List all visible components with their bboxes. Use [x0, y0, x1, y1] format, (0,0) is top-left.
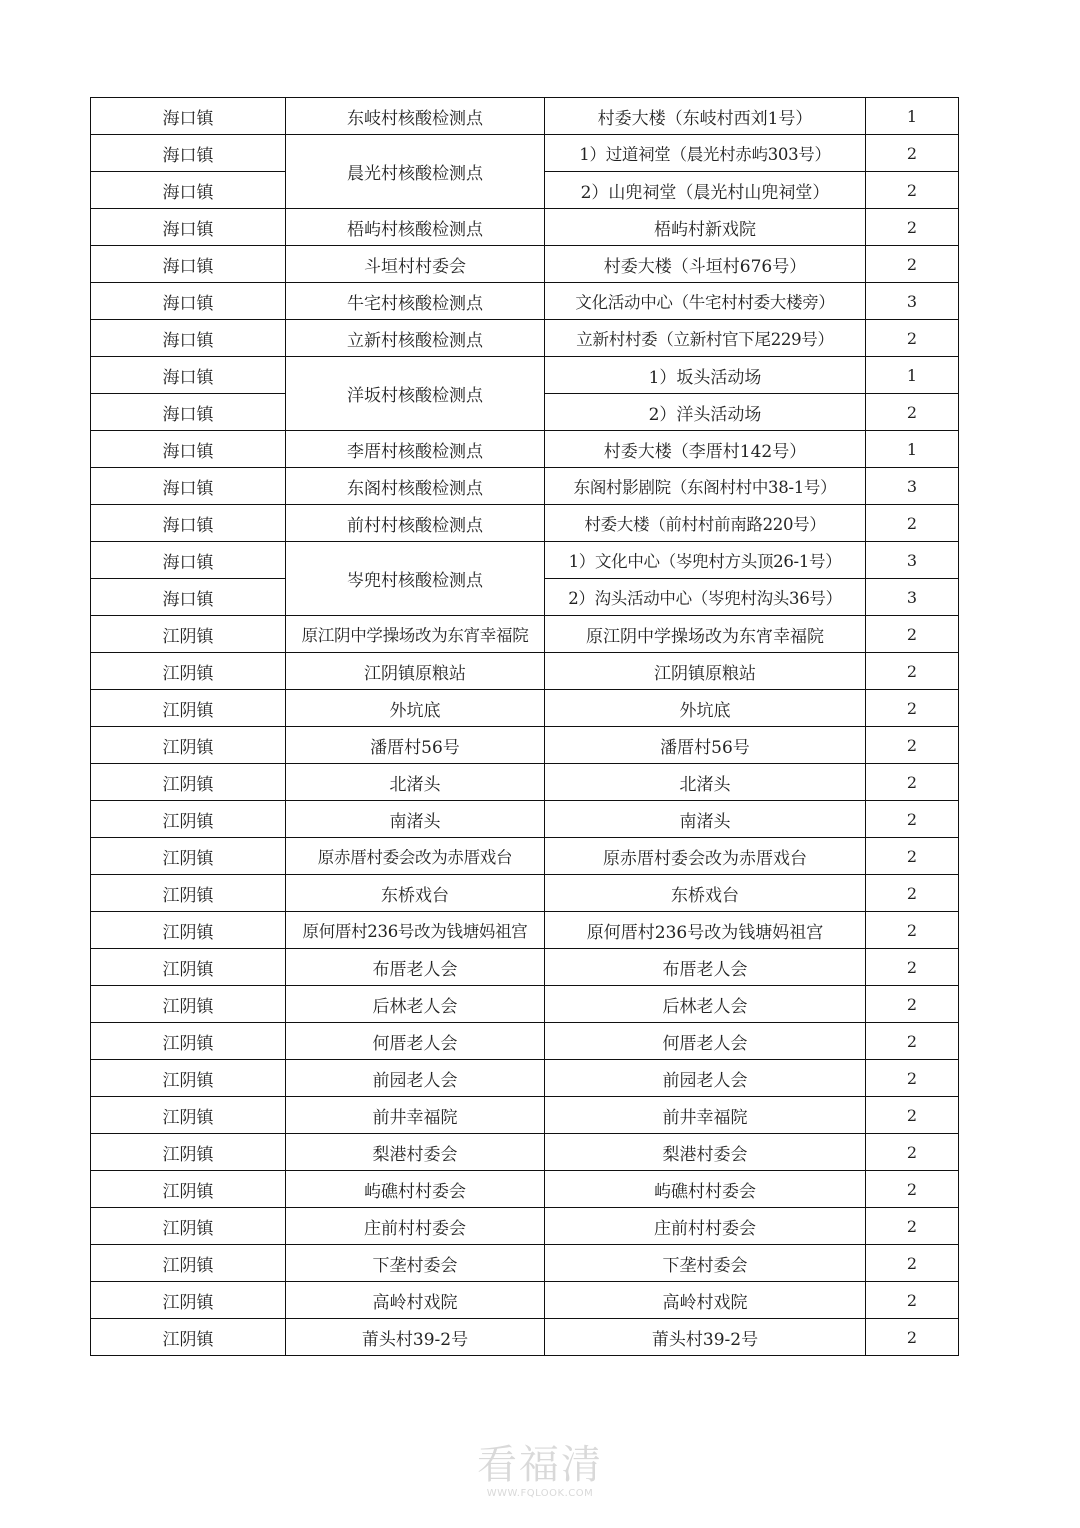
table-row [91, 542, 959, 579]
cell-location: 1）坂头活动场 [545, 357, 866, 394]
cell-town: 江阴镇 [91, 838, 286, 875]
cell-count: 1 [866, 98, 959, 135]
table-row [91, 1134, 959, 1171]
cell-location: 何厝老人会 [545, 1023, 866, 1060]
cell-count: 1 [866, 357, 959, 394]
cell-site-name: 屿礁村村委会 [286, 1171, 545, 1208]
cell-location: 莆头村39-2号 [545, 1319, 866, 1356]
cell-town: 江阴镇 [91, 1134, 286, 1171]
cell-town: 海口镇 [91, 135, 286, 172]
cell-site-name: 原赤厝村委会改为赤厝戏台 [286, 838, 545, 875]
cell-count: 2 [866, 1245, 959, 1282]
cell-count: 3 [866, 579, 959, 616]
table-row [91, 1023, 959, 1060]
cell-site-name: 外坑底 [286, 690, 545, 727]
cell-site-name: 江阴镇原粮站 [286, 653, 545, 690]
table-row [91, 1060, 959, 1097]
cell-location: 后林老人会 [545, 986, 866, 1023]
table-row [91, 468, 959, 505]
cell-count: 2 [866, 1097, 959, 1134]
cell-location: 庄前村村委会 [545, 1208, 866, 1245]
cell-site-name: 李厝村核酸检测点 [286, 431, 545, 468]
table-row [91, 1171, 959, 1208]
cell-town: 海口镇 [91, 246, 286, 283]
table-row [91, 690, 959, 727]
table-row [91, 1319, 959, 1356]
cell-town: 海口镇 [91, 283, 286, 320]
cell-town: 江阴镇 [91, 690, 286, 727]
cell-location: 北渚头 [545, 764, 866, 801]
cell-count: 2 [866, 690, 959, 727]
cell-site-name: 立新村核酸检测点 [286, 320, 545, 357]
cell-location: 原何厝村236号改为钱塘妈祖宫 [545, 912, 866, 949]
table-body [91, 98, 959, 1356]
cell-count: 2 [866, 1208, 959, 1245]
cell-town: 海口镇 [91, 209, 286, 246]
cell-site-name: 晨光村核酸检测点 [286, 135, 545, 209]
cell-site-name: 原江阴中学操场改为东宵幸福院 [286, 616, 545, 653]
testing-sites-table-container [90, 97, 958, 1356]
cell-site-name: 梧屿村核酸检测点 [286, 209, 545, 246]
cell-location: 2）山兜祠堂（晨光村山兜祠堂） [545, 172, 866, 209]
cell-site-name: 布厝老人会 [286, 949, 545, 986]
cell-count: 2 [866, 764, 959, 801]
cell-location: 江阴镇原粮站 [545, 653, 866, 690]
cell-count: 3 [866, 283, 959, 320]
cell-site-name: 潘厝村56号 [286, 727, 545, 764]
table-row [91, 1208, 959, 1245]
cell-town: 江阴镇 [91, 986, 286, 1023]
cell-town: 海口镇 [91, 579, 286, 616]
cell-site-name: 原何厝村236号改为钱塘妈祖宫 [286, 912, 545, 949]
table-row [91, 912, 959, 949]
cell-town: 海口镇 [91, 394, 286, 431]
cell-site-name: 何厝老人会 [286, 1023, 545, 1060]
testing-sites-table [90, 97, 959, 1356]
cell-town: 江阴镇 [91, 727, 286, 764]
cell-town: 江阴镇 [91, 1023, 286, 1060]
cell-count: 1 [866, 431, 959, 468]
cell-site-name: 后林老人会 [286, 986, 545, 1023]
cell-site-name: 东桥戏台 [286, 875, 545, 912]
cell-site-name: 东岐村核酸检测点 [286, 98, 545, 135]
cell-count: 2 [866, 135, 959, 172]
cell-site-name: 莆头村39-2号 [286, 1319, 545, 1356]
table-row [91, 875, 959, 912]
cell-count: 2 [866, 172, 959, 209]
cell-location: 前井幸福院 [545, 1097, 866, 1134]
cell-location: 村委大楼（李厝村142号） [545, 431, 866, 468]
table-row [91, 431, 959, 468]
cell-location: 南渚头 [545, 801, 866, 838]
cell-town: 江阴镇 [91, 653, 286, 690]
cell-site-name: 北渚头 [286, 764, 545, 801]
cell-count: 2 [866, 616, 959, 653]
table-row [91, 986, 959, 1023]
table-row [91, 616, 959, 653]
cell-location: 村委大楼（前村村前南路220号） [545, 505, 866, 542]
cell-site-name: 梨港村委会 [286, 1134, 545, 1171]
cell-count: 2 [866, 912, 959, 949]
cell-count: 2 [866, 1282, 959, 1319]
cell-location: 下垄村委会 [545, 1245, 866, 1282]
cell-count: 2 [866, 209, 959, 246]
watermark-title: 看福清 [477, 1442, 603, 1488]
table-row [91, 764, 959, 801]
cell-location: 2）洋头活动场 [545, 394, 866, 431]
cell-count: 2 [866, 986, 959, 1023]
cell-site-name: 东阁村核酸检测点 [286, 468, 545, 505]
cell-count: 2 [866, 801, 959, 838]
table-row [91, 98, 959, 135]
cell-count: 2 [866, 727, 959, 764]
table-row [91, 801, 959, 838]
cell-town: 江阴镇 [91, 1171, 286, 1208]
table-row [91, 357, 959, 394]
cell-site-name: 高岭村戏院 [286, 1282, 545, 1319]
cell-town: 江阴镇 [91, 1319, 286, 1356]
cell-town: 江阴镇 [91, 801, 286, 838]
watermark-logo [470, 1442, 610, 1500]
cell-count: 2 [866, 320, 959, 357]
cell-count: 2 [866, 653, 959, 690]
cell-site-name: 南渚头 [286, 801, 545, 838]
cell-location: 立新村村委（立新村官下尾229号） [545, 320, 866, 357]
cell-count: 2 [866, 838, 959, 875]
cell-location: 东桥戏台 [545, 875, 866, 912]
cell-town: 海口镇 [91, 505, 286, 542]
cell-site-name: 前园老人会 [286, 1060, 545, 1097]
cell-location: 布厝老人会 [545, 949, 866, 986]
cell-location: 东阁村影剧院（东阁村村中38-1号） [545, 468, 866, 505]
cell-location: 村委大楼（东岐村西刘1号） [545, 98, 866, 135]
table-row [91, 209, 959, 246]
cell-count: 3 [866, 468, 959, 505]
cell-count: 2 [866, 505, 959, 542]
cell-count: 2 [866, 875, 959, 912]
cell-town: 江阴镇 [91, 764, 286, 801]
cell-town: 江阴镇 [91, 616, 286, 653]
cell-town: 海口镇 [91, 320, 286, 357]
table-row [91, 1282, 959, 1319]
table-row [91, 727, 959, 764]
cell-town: 江阴镇 [91, 949, 286, 986]
table-row [91, 1097, 959, 1134]
cell-town: 江阴镇 [91, 1060, 286, 1097]
cell-site-name: 下垄村委会 [286, 1245, 545, 1282]
cell-location: 高岭村戏院 [545, 1282, 866, 1319]
cell-site-name: 斗垣村村委会 [286, 246, 545, 283]
cell-site-name: 岑兜村核酸检测点 [286, 542, 545, 616]
cell-town: 江阴镇 [91, 912, 286, 949]
cell-location: 原赤厝村委会改为赤厝戏台 [545, 838, 866, 875]
table-row [91, 653, 959, 690]
cell-location: 1）过道祠堂（晨光村赤屿303号） [545, 135, 866, 172]
table-row [91, 135, 959, 172]
cell-count: 2 [866, 1060, 959, 1097]
cell-site-name: 庄前村村委会 [286, 1208, 545, 1245]
cell-count: 2 [866, 1134, 959, 1171]
table-row [91, 246, 959, 283]
cell-town: 海口镇 [91, 542, 286, 579]
cell-town: 江阴镇 [91, 1208, 286, 1245]
cell-town: 海口镇 [91, 172, 286, 209]
cell-town: 海口镇 [91, 468, 286, 505]
cell-site-name: 前村村核酸检测点 [286, 505, 545, 542]
watermark-url: WWW.FQLOOK.COM [486, 1488, 594, 1499]
table-row [91, 283, 959, 320]
cell-count: 2 [866, 246, 959, 283]
table-row [91, 505, 959, 542]
cell-count: 2 [866, 394, 959, 431]
cell-location: 2）沟头活动中心（岑兜村沟头36号） [545, 579, 866, 616]
cell-site-name: 牛宅村核酸检测点 [286, 283, 545, 320]
cell-location: 梨港村委会 [545, 1134, 866, 1171]
table-row [91, 949, 959, 986]
table-row [91, 1245, 959, 1282]
cell-town: 江阴镇 [91, 1245, 286, 1282]
cell-town: 海口镇 [91, 431, 286, 468]
cell-town: 海口镇 [91, 357, 286, 394]
cell-location: 前园老人会 [545, 1060, 866, 1097]
cell-location: 1）文化中心（岑兜村方头顶26-1号） [545, 542, 866, 579]
cell-count: 2 [866, 949, 959, 986]
cell-location: 外坑底 [545, 690, 866, 727]
cell-count: 2 [866, 1171, 959, 1208]
cell-count: 2 [866, 1319, 959, 1356]
cell-location: 村委大楼（斗垣村676号） [545, 246, 866, 283]
cell-count: 2 [866, 1023, 959, 1060]
cell-town: 江阴镇 [91, 1097, 286, 1134]
cell-location: 屿礁村村委会 [545, 1171, 866, 1208]
cell-location: 潘厝村56号 [545, 727, 866, 764]
cell-town: 海口镇 [91, 98, 286, 135]
table-row [91, 320, 959, 357]
cell-location: 原江阴中学操场改为东宵幸福院 [545, 616, 866, 653]
cell-site-name: 前井幸福院 [286, 1097, 545, 1134]
cell-town: 江阴镇 [91, 875, 286, 912]
table-row [91, 838, 959, 875]
cell-location: 梧屿村新戏院 [545, 209, 866, 246]
cell-location: 文化活动中心（牛宅村村委大楼旁） [545, 283, 866, 320]
cell-count: 3 [866, 542, 959, 579]
cell-site-name: 洋坂村核酸检测点 [286, 357, 545, 431]
cell-town: 江阴镇 [91, 1282, 286, 1319]
